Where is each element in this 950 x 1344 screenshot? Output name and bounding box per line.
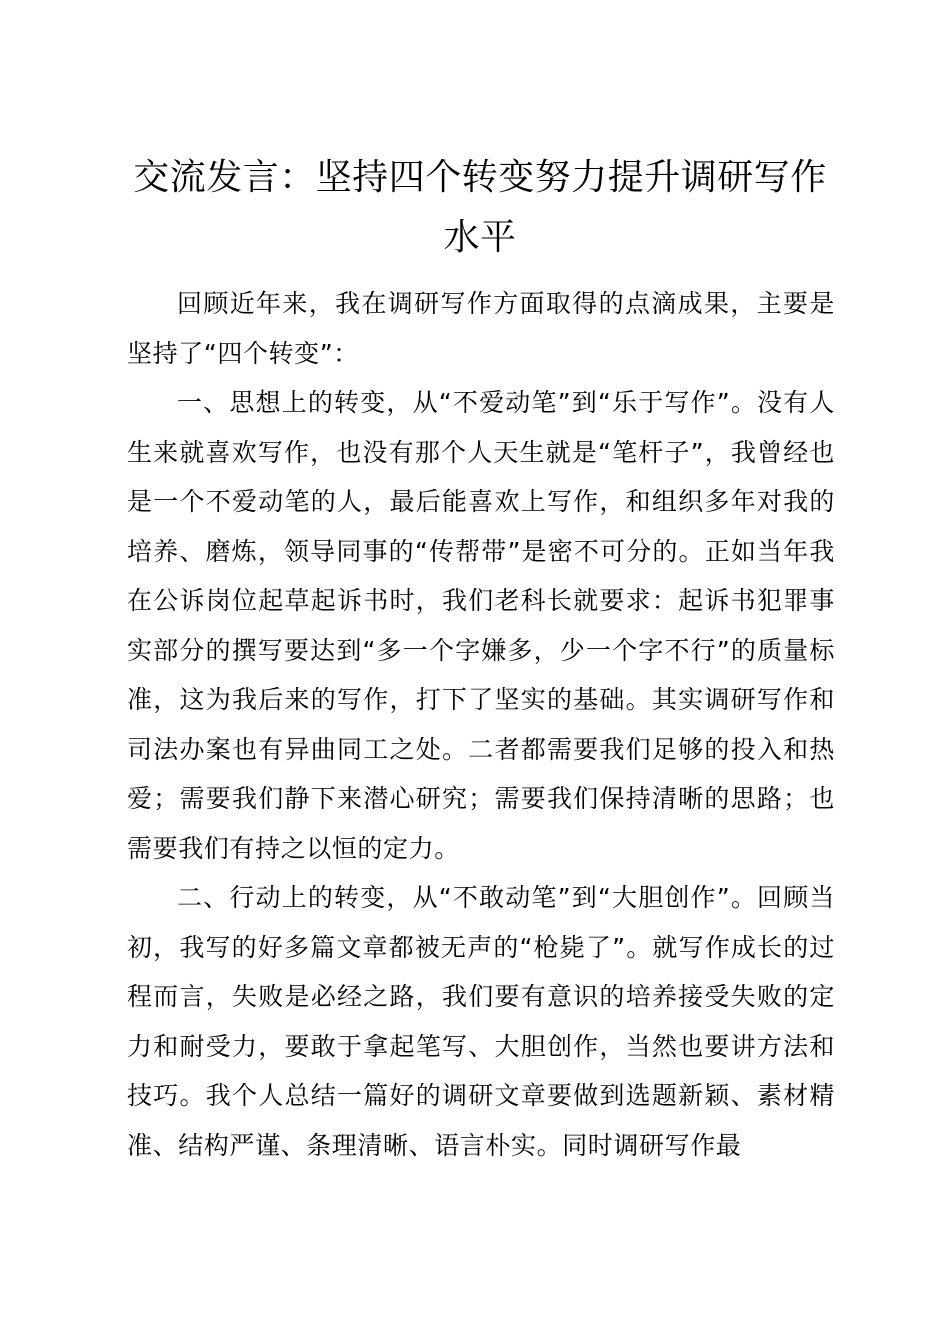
document-title: 交流发言：坚持四个转变努力提升调研写作水平 — [133, 157, 827, 258]
document-body — [127, 279, 835, 1170]
paragraph-point-one: 一、思想上的转变，从“不爱动笔”到“乐于写作”。没有人生来就喜欢写作，也没有那个人天生就是“笔杆子”，我曾经也是一个不爱动笔的人，最后能喜欢上写作，和组织多年对我的培养、磨炼，领导同事的“传帮带”是密不可分的。正如当年我在公诉岗位起草起诉书时，我们老科长就要求：起诉书犯罪事实部分的撰写要达到“多一个字嫌多，少一个字不行”的质量标准，这为我后来的写作，打下了坚实的基础。其实调研写作和司法办案也有异曲同工之处。二者都需要我们足够的投入和热爱；需要我们静下来潜心研究；需要我们保持清晰的思路；也需要我们有持之以恒的定力。 — [127, 388, 835, 863]
paragraph-point-two: 二、行动上的转变，从“不敢动笔”到“大胆创作”。回顾当初，我写的好多篇文章都被无声的“枪毙了”。就写作成长的过程而言，失败是必经之路，我们要有意识的培养接受失败的定力和耐受力，要敢于拿起笔写、大胆创作，当然也要讲方法和技巧。我个人总结一篇好的调研文章要做到选题新颖、素材精准、结构严谨、条理清晰、语言朴实。同时调研写作最 — [127, 883, 835, 1160]
paragraph-intro: 回顾近年来，我在调研写作方面取得的点滴成果，主要是坚持了“四个转变”： — [127, 289, 835, 368]
